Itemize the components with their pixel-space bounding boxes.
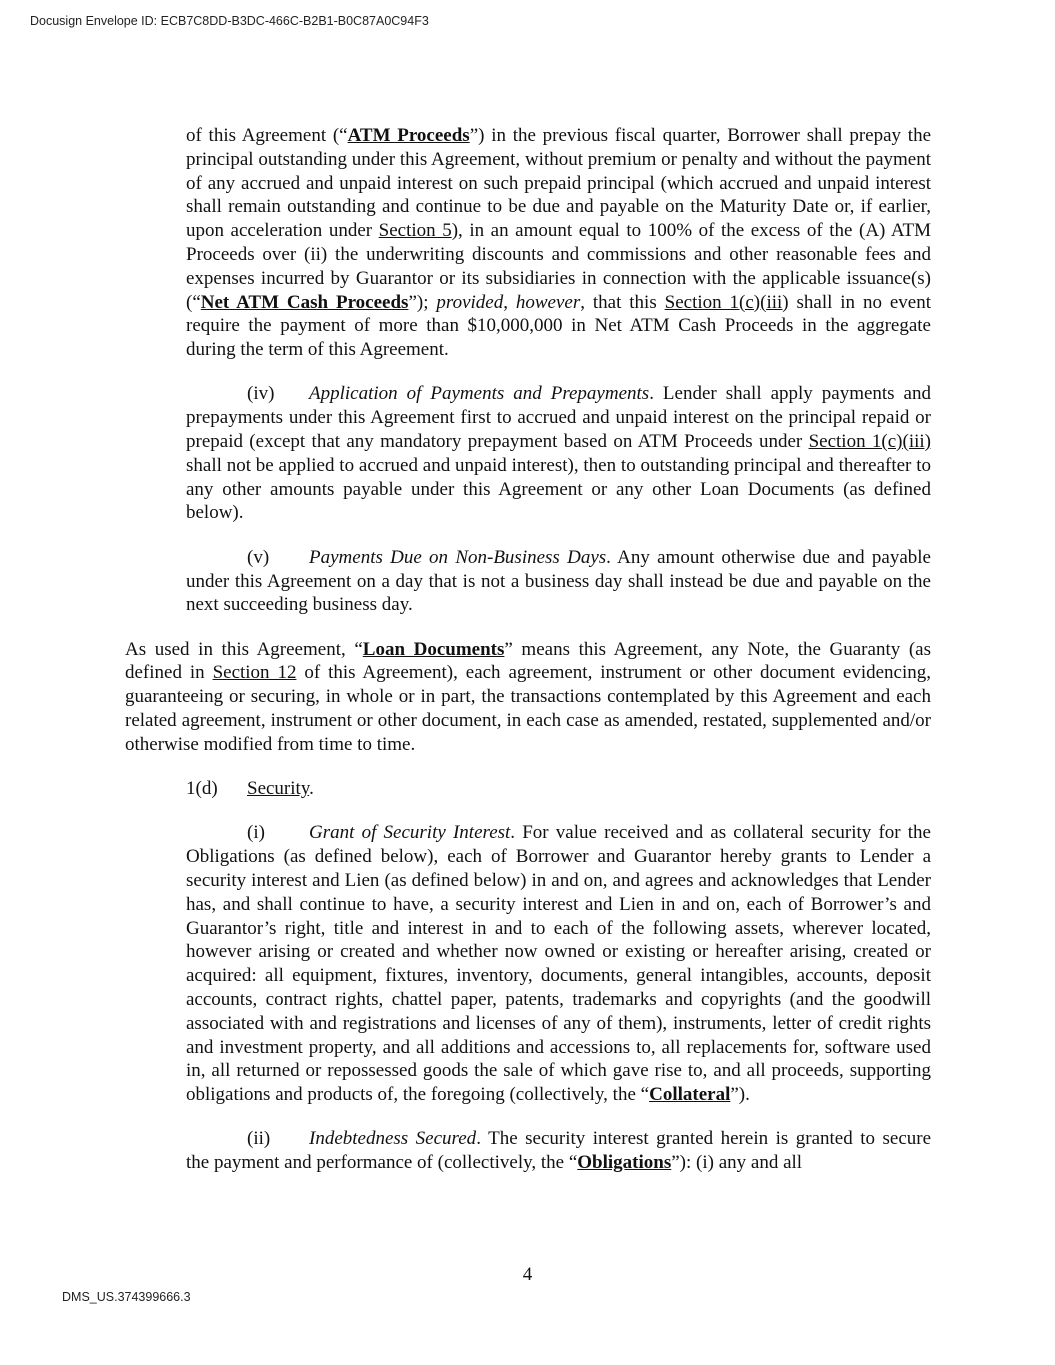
paragraph-indebtedness-secured: (ii) Indebtedness Secured. The security interest granted herein is granted to secure the payment and performance of (collectively, the “Obligations”): (i) any and all [186,1128,932,1174]
clause-number: (v) [247,546,270,568]
paragraph-grant-of-security-interest: (i) Grant of Security Interest. For value received and as collateral security for the Obligations (as defined below), each of Borrower and Guarantor hereby grants to Lender a security interest and Lien (as defined below) in and on, and agrees and acknowledges that Lender has, and shall continue to have, a security interest and Lien in and on, each of Borrower’s and Guarantor’s right, title and interest in and to each of the following assets, wherever located, however arising or created and whether now owned or existing or hereafter arising, created or acquired: all equipment, fixtures, inventory, documents, general intangibles, accounts, deposit accounts, contract rights, chattel paper, patents, trademarks and copyrights (and the goodwill associated with and registrations and licenses of any of them), instruments, letter of credit rights and investment property, and all additions and accessions to, all replacements for, software used in, all returned or repossessed goods the sale of which gave rise to, and all proceeds, supporting obligations and products of, the foregoing (collectively, the “Collateral”). [186,822,931,1106]
document-body [125,124,931,1175]
section-title: Security [247,778,310,800]
section-number: 1(d) [186,778,218,800]
paragraph-application-of-payments: (iv) Application of Payments and Prepayments. Lender shall apply payments and prepayments under this Agreement first to accrued and unpaid interest on the principal repaid or prepaid (except that any mandatory prepayment based on ATM Proceeds under Section 1(c)(iii) shall not be applied to accrued and unpaid interest), then to outstanding principal and thereafter to any other amounts payable under this Agreement or any other Loan Documents (as defined below). [186,383,931,524]
page-number: 4 [522,1264,533,1285]
clause-title: Indebtedness Secured [309,1128,477,1150]
defined-term-collateral: Collateral [649,1084,731,1106]
defined-term-loan-documents: Loan Documents [362,638,505,660]
section-ref: Section 12 [212,662,297,684]
paragraph-non-business-days: (v) Payments Due on Non-Business Days. Any amount otherwise due and payable under this Agreement on a day that is not a business day shall instead be due and payable on the next succeeding business day. [186,546,931,616]
clause-number: (iv) [247,383,275,405]
clause-title: Application of Payments and Prepayments [309,383,650,405]
defined-term-net-atm-cash-proceeds: Net ATM Cash Proceeds [200,291,409,313]
defined-term-obligations: Obligations [577,1152,672,1174]
clause-title: Grant of Security Interest [309,822,511,844]
paragraph-atm-proceeds: of this Agreement (“ATM Proceeds”) in the previous fiscal quarter, Borrower shall prepay the principal outstanding under this Agreement, without premium or penalty and without the payment of any accrued and unpaid interest on such prepaid principal (which accrued and unpaid interest shall remain outstanding and continue to be due and payable on the Maturity Date or, if earlier, upon acceleration under Section 5), in an amount equal to 100% of the excess of the (A) ATM Proceeds over (ii) the underwriting discounts and commissions and other reasonable fees and expenses incurred by Guarantor or its subsidiaries in connection with the applicable issuance(s) (“Net ATM Cash Proceeds”); provided, however, that this Section 1(c)(iii) shall in no event require the payment of more than $10,000,000 in Net ATM Cash Proceeds in the aggregate during the term of this Agreement. [186,125,931,361]
clause-title: Payments Due on Non-Business Days [309,546,607,568]
docusign-envelope-id: Docusign Envelope ID: ECB7C8DD-B3DC-466C-B2B1-B0C87A0C94F3 [30,14,429,28]
section-ref: Section 1(c)(iii) [664,291,789,313]
section-ref: Section 5 [378,220,452,242]
defined-term-atm-proceeds: ATM Proceeds [347,125,470,146]
section-heading-security: 1(d) Security. [186,778,314,800]
section-ref: Section 1(c)(iii) [808,431,931,453]
paragraph-loan-documents: As used in this Agreement, “Loan Documents” means this Agreement, any Note, the Guaranty (as defined in Section 12 of this Agreement), each agreement, instrument or other document evidencing, guaranteeing or securing, in whole or in part, the transactions contemplated by this Agreement and each related agreement, instrument or other document, in each case as amended, restated, supplemented and/or otherwise modified from time to time. [125,638,931,755]
document-id: DMS_US.374399666.3 [62,1290,191,1304]
clause-number: (ii) [247,1128,271,1150]
clause-number: (i) [247,822,265,844]
